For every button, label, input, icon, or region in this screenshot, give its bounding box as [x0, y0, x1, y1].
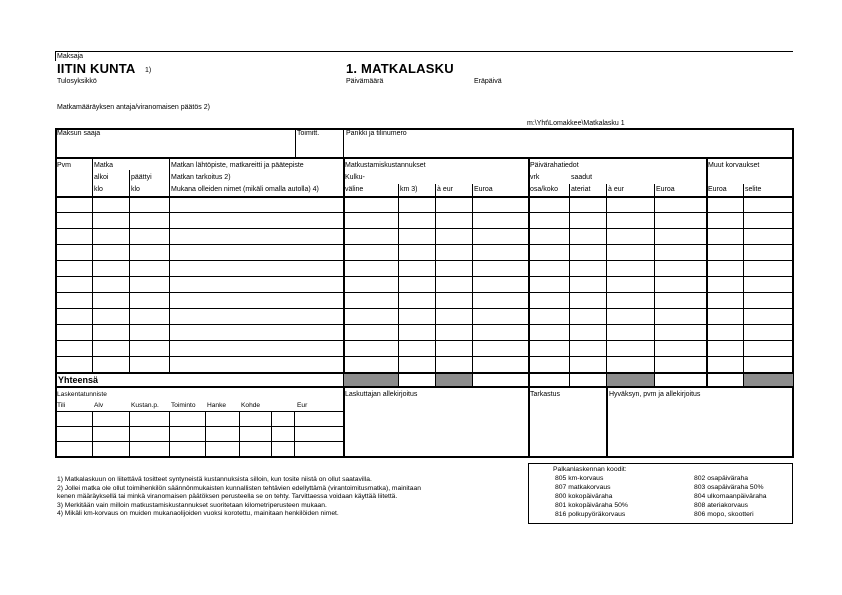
- header-vehicle: Kulku-: [345, 174, 365, 181]
- bank-field[interactable]: [345, 139, 791, 157]
- accounting-cell[interactable]: [295, 427, 342, 440]
- code-right-4: 808 ateriakorvaus: [694, 502, 749, 509]
- accounting-cell[interactable]: [130, 442, 168, 455]
- header-trip: Matka: [94, 162, 114, 169]
- row-divider: [55, 260, 793, 261]
- total-bottom-border: [55, 386, 793, 388]
- code-right-2: 803 osapäiväraha 50%: [694, 484, 764, 491]
- total-label: Yhteensä: [58, 375, 99, 385]
- approve-label: Hyväksyn, pvm ja allekirjoitus: [609, 391, 701, 398]
- header-date: Pvm: [57, 162, 71, 169]
- footnote-3: 3) Merkitään vain milloin matkustamiskustannukset suoritetaan kilometriperusteen mukaan.: [57, 501, 327, 509]
- municipality-note: 1): [145, 67, 152, 74]
- accounting-col-eur: Eur: [297, 402, 308, 409]
- accounting-cell[interactable]: [295, 442, 342, 455]
- table-row[interactable]: [57, 230, 791, 244]
- footnote-1: 1) Matkalaskuun on liitettävä tositteet syntyneistä kustannuksista silloin, kun tosite niistä on ollut saatavilla.: [57, 476, 372, 483]
- table-row[interactable]: [57, 326, 791, 340]
- table-row[interactable]: [57, 294, 791, 308]
- row-divider: [55, 308, 793, 309]
- table-row[interactable]: [57, 246, 791, 260]
- code-right-1: 802 osapäiväraha: [694, 475, 749, 482]
- accounting-cell[interactable]: [240, 442, 270, 455]
- accounting-col-project: Hanke: [207, 402, 227, 409]
- table-row[interactable]: [57, 214, 791, 228]
- header-passengers: Mukana olleiden nimet (mikäli omalla autolla) 4): [171, 186, 319, 193]
- table-row[interactable]: [57, 358, 791, 372]
- code-left-2: 807 matkakorvaus: [555, 484, 611, 491]
- accounting-cell[interactable]: [170, 442, 204, 455]
- header-trip-end: päättyi: [131, 174, 152, 181]
- accounting-cell[interactable]: [93, 442, 128, 455]
- row-divider: [55, 324, 793, 325]
- date-label: Päivämäärä: [346, 78, 384, 85]
- header-other: Muut korvaukset: [708, 162, 760, 169]
- biller-signature-field[interactable]: [345, 400, 527, 455]
- header-euros: Euroa: [474, 186, 493, 193]
- check-label: Tarkastus: [530, 391, 560, 398]
- row-divider: [55, 228, 793, 229]
- approve-field[interactable]: [609, 400, 791, 455]
- table-row[interactable]: [57, 198, 791, 212]
- code-right-5: 806 mopo, skootteri: [694, 511, 754, 518]
- payroll-codes-title: Palkanlaskennan koodit:: [553, 466, 627, 473]
- table-bottom-border: [55, 456, 794, 458]
- header-trip-start-time: klo: [94, 186, 103, 193]
- office-label: Toimitt.: [297, 130, 320, 137]
- accounting-col-tili: Tili: [57, 402, 66, 409]
- check-divider: [528, 387, 530, 457]
- accounting-cell[interactable]: [130, 412, 168, 425]
- row-divider: [55, 356, 793, 357]
- recipient-label: Maksun saaja: [57, 130, 101, 137]
- accounting-cell[interactable]: [206, 412, 238, 425]
- header-other-euros: Euroa: [708, 186, 727, 193]
- accounting-col-target: Kohde: [241, 402, 261, 409]
- code-left-5: 816 polkupyöräkorvaus: [555, 511, 626, 518]
- row-divider: [55, 244, 793, 245]
- top-rule: [55, 51, 793, 52]
- header-route: Matkan lähtöpiste, matkareitti ja päätepiste: [171, 162, 304, 169]
- code-left-3: 800 kokopäiväraha: [555, 493, 613, 500]
- unit-label: Tulosyksikkö: [57, 78, 97, 85]
- header-trip-end-time: klo: [131, 186, 140, 193]
- footnote-4: 4) Mikäli km-korvaus on muiden mukanaolijoiden vuoksi korotettu, mainitaan henkilöiden nimet.: [57, 510, 339, 518]
- accounting-cell[interactable]: [170, 412, 204, 425]
- row-divider: [55, 340, 793, 341]
- header-allowance-euros: Euroa: [656, 186, 675, 193]
- total-shaded-cell: [607, 374, 654, 386]
- header-unit-price: à eur: [437, 186, 453, 193]
- code-left-4: 801 kokopäiväraha 50%: [555, 502, 628, 509]
- header-vrk: vrk: [530, 174, 540, 181]
- accounting-cell[interactable]: [272, 442, 293, 455]
- header-purpose: Matkan tarkoitus 2): [171, 174, 231, 181]
- code-left-1: 805 km-korvaus: [555, 475, 604, 482]
- row-divider: [55, 212, 793, 213]
- header-meals: saadut: [571, 174, 593, 181]
- header-allowance: Päivärahatiedot: [530, 162, 579, 169]
- header-allowance-unit: à eur: [608, 186, 624, 193]
- table-row[interactable]: [57, 342, 791, 356]
- row-divider: [55, 276, 793, 277]
- bank-divider: [343, 128, 344, 158]
- accounting-cell[interactable]: [130, 427, 168, 440]
- payee-right-border: [792, 128, 794, 158]
- table-row[interactable]: [57, 310, 791, 324]
- accounting-col-alv: Alv: [94, 402, 104, 409]
- accounting-cell[interactable]: [240, 412, 270, 425]
- form-title: 1. MATKALASKU: [346, 61, 454, 76]
- biller-divider: [343, 387, 345, 457]
- accounting-cell[interactable]: [93, 412, 128, 425]
- top-left-tick: [55, 51, 56, 61]
- check-field[interactable]: [530, 400, 604, 455]
- total-shaded-cell: [744, 374, 793, 386]
- table-row[interactable]: [57, 278, 791, 292]
- file-path: m:\Yht\Lomakkee\Matkalasku 1: [527, 120, 625, 127]
- payee-top-border: [55, 128, 794, 130]
- header-trip-start: alkoi: [94, 174, 109, 181]
- accounting-cell[interactable]: [170, 427, 204, 440]
- footnote-2: 2) Jollei matka ole ollut toimihenkilön säännönmukaisten kunnallisten tehtävien edellyttämä (virantoimitusmatka), mainitaan: [57, 484, 421, 492]
- header-meals-2: ateriat: [571, 186, 591, 193]
- approve-divider: [606, 387, 608, 457]
- header-travel-costs: Matkustamiskustannukset: [345, 162, 426, 169]
- municipality-name: IITIN KUNTA: [57, 61, 136, 76]
- accounting-cell[interactable]: [58, 412, 91, 425]
- header-vehicle-2: väline: [345, 186, 364, 193]
- total-shaded-cell: [344, 374, 398, 386]
- accounting-title: Laskentatunniste: [57, 391, 107, 398]
- due-date-label: Eräpäivä: [474, 78, 502, 85]
- header-vrk-2: osa/koko: [530, 186, 559, 193]
- code-right-3: 804 ulkomaanpäiväraha: [694, 493, 767, 500]
- accounting-cell[interactable]: [295, 412, 342, 425]
- accounting-col-cost-center: Kustan.p.: [131, 402, 159, 409]
- accounting-col-function: Toiminto: [171, 402, 196, 409]
- accounting-cell[interactable]: [206, 442, 238, 455]
- total-label-cell: [57, 374, 343, 386]
- accounting-cell[interactable]: [58, 442, 91, 455]
- recipient-field[interactable]: [57, 139, 294, 157]
- order-label: Matkamääräyksen antaja/viranomaisen päätös 2): [57, 104, 210, 111]
- bank-label: Pankki ja tilinumero: [346, 130, 407, 137]
- header-km: km 3): [400, 186, 418, 193]
- header-other-desc: selite: [745, 186, 762, 193]
- accounting-cell[interactable]: [272, 412, 293, 425]
- table-top-border: [55, 157, 794, 159]
- footnote-2-cont: kenen määräyksellä tai minkä viranomaisen päätöksen perusteella se on tehty. Tarvittaessa voidaan käyttää liitettä.: [57, 493, 398, 501]
- table-row[interactable]: [57, 262, 791, 276]
- accounting-cell[interactable]: [272, 427, 293, 440]
- payroll-codes-box: [528, 463, 793, 524]
- accounting-cell[interactable]: [58, 427, 91, 440]
- accounting-cell[interactable]: [206, 427, 238, 440]
- accounting-cell[interactable]: [93, 427, 128, 440]
- biller-signature-label: Laskuttajan allekirjoitus: [345, 391, 418, 398]
- payer-label: Maksaja: [57, 53, 84, 60]
- accounting-cell[interactable]: [240, 427, 270, 440]
- office-field[interactable]: [296, 139, 342, 157]
- total-shaded-cell: [436, 374, 472, 386]
- row-divider: [55, 292, 793, 293]
